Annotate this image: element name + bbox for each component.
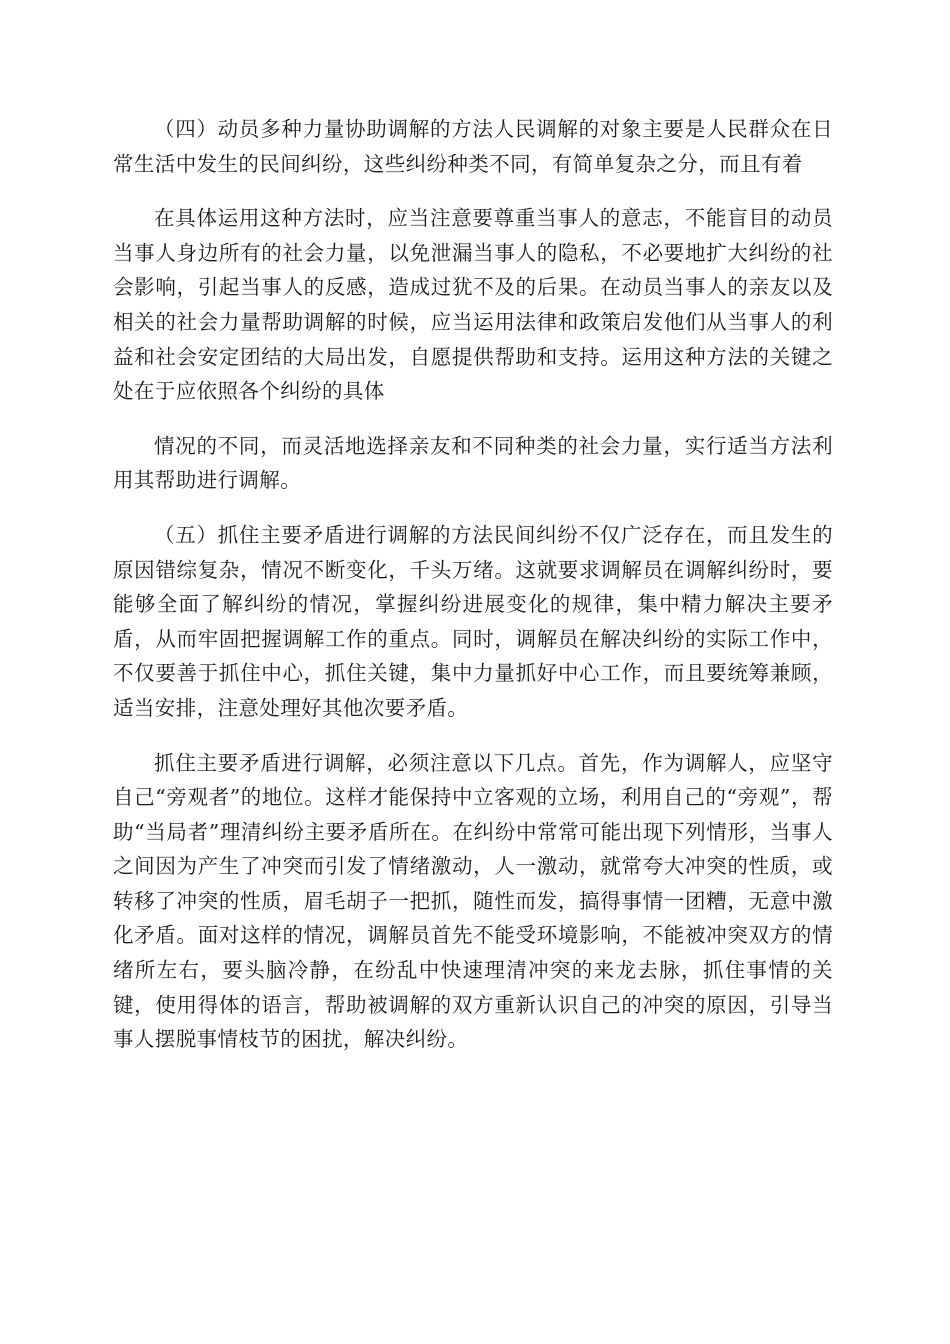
paragraph-main-contradiction-points: 抓住主要矛盾进行调解，必须注意以下几点。首先，作为调解人，应坚守自己“旁观者”的地位。这样才能保持中立客观的立场，利用自己的“旁观”，帮助“当局者”理清纠纷主要矛盾所在。在纠纷中常常可能出现下列情形，当事人之间因为产生了冲突而引发了情绪激动，人一激动，就常夸大冲突的性质，或转移了冲突的性质，眉毛胡子一把抓，随性而发，搞得事情一团糟，无意中激化矛盾。面对这样的情况，调解员首先不能受环境影响，不能被冲突双方的情绪所左右，要头脑冷静，在纷乱中快速理清冲突的来龙去脉，抓住事情的关键，使用得体的语言，帮助被调解的双方重新认识自己的冲突的原因，引导当事人摆脱事情枝节的困扰，解决纠纷。 <box>113 750 833 1052</box>
paragraph-method-application: 在具体运用这种方法时，应当注意要尊重当事人的意志，不能盲目的动员当事人身边所有的社会力量，以免泄漏当事人的隐私，不必要地扩大纠纷的社会影响，引起当事人的反感，造成过犹不及的后果。在动员当事人的亲友以及相关的社会力量帮助调解的时候，应当运用法律和政策启发他们从当事人的利益和社会安定团结的大局出发，自愿提供帮助和支持。运用这种方法的关键之处在于应依照各个纠纷的具体 <box>113 206 833 404</box>
paragraph-method-flexibility: 情况的不同，而灵活地选择亲友和不同种类的社会力量，实行适当方法利用其帮助进行调解。 <box>113 433 833 493</box>
document-body <box>113 112 833 1057</box>
paragraph-section-5-intro: （五）抓住主要矛盾进行调解的方法民间纠纷不仅广泛存在，而且发生的原因错综复杂，情况不断变化，千头万绪。这就要求调解员在调解纠纷时，要能够全面了解纠纷的情况，掌握纠纷进展变化的规律，集中精力解决主要矛盾，从而牢固把握调解工作的重点。同时，调解员在解决纠纷的实际工作中，不仅要善于抓住中心，抓住关键，集中力量抓好中心工作，而且要统筹兼顾，适当安排，注意处理好其他次要矛盾。 <box>113 522 833 720</box>
paragraph-section-4-intro: （四）动员多种力量协助调解的方法人民调解的对象主要是人民群众在日常生活中发生的民间纠纷，这些纠纷种类不同，有简单复杂之分，而且有着 <box>113 117 833 176</box>
